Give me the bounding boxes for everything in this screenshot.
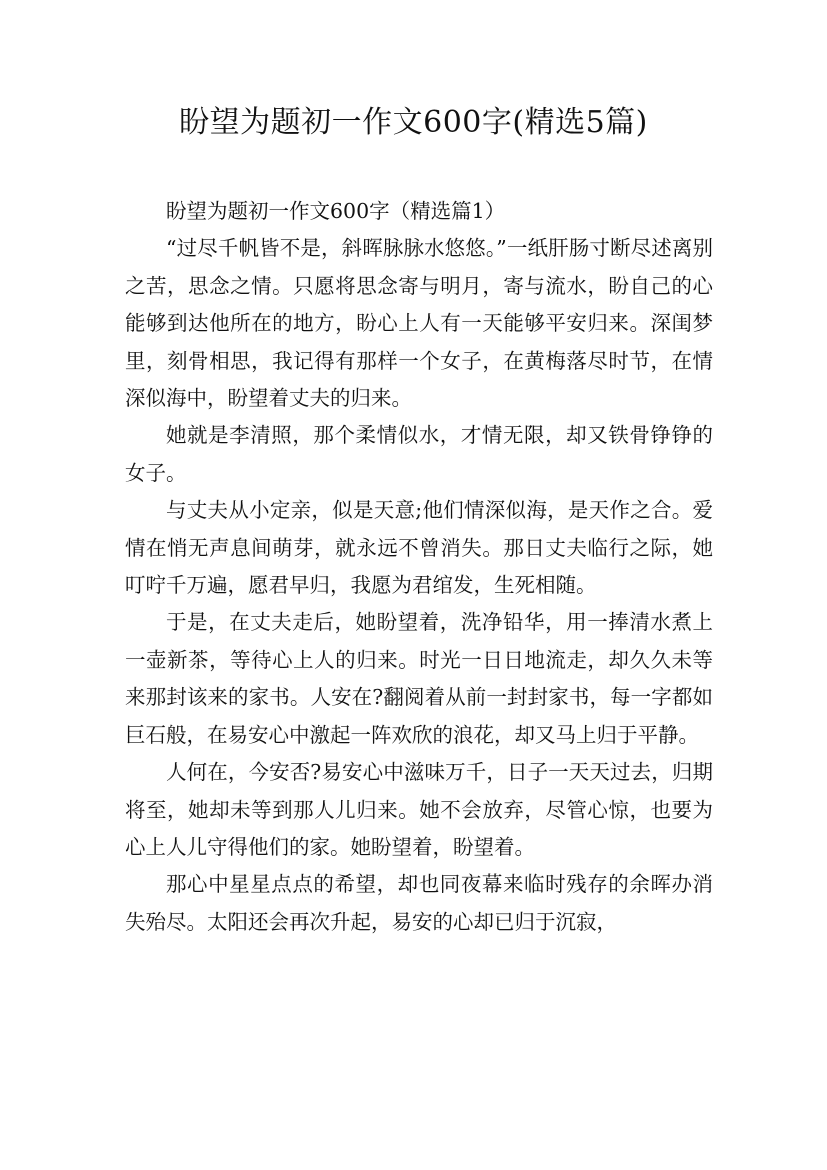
paragraph: 与丈夫从小定亲，似是天意;他们情深似海，是天作之合。爱情在悄无声息间萌芽，就永远不曾消失。那日丈夫临行之际，她叮咛千万遍，愿君早归，我愿为君绾发，生死相随。 <box>125 498 713 598</box>
paragraph: 她就是李清照，那个柔情似水，才情无限，却又铁骨铮铮的女子。 <box>125 423 713 485</box>
document-body <box>125 193 713 941</box>
paragraph: 于是，在丈夫走后，她盼望着，洗净铅华，用一捧清水煮上一壶新茶，等待心上人的归来。时光一日日地流走，却久久未等来那封该来的家书。人安在?翻阅着从前一封封家书，每一字都如巨石般，在易安心中激起一阵欢欣的浪花，却又马上归于平静。 <box>125 610 713 747</box>
paragraph: 那心中星星点点的希望，却也同夜幕来临时残存的余晖办消失殆尽。太阳还会再次升起，易安的心却已归于沉寂， <box>125 872 713 934</box>
section-heading: 盼望为题初一作文600字（精选篇1） <box>166 199 506 223</box>
paragraph: 人何在，今安否?易安心中滋味万千，日子一天天过去，归期将至，她却未等到那人儿归来。她不会放弃，尽管心惊，也要为心上人儿守得他们的家。她盼望着，盼望着。 <box>125 760 713 859</box>
document-title: 盼望为题初一作文600字(精选5篇) <box>179 105 648 140</box>
paragraph: “过尽千帆皆不是，斜晖脉脉水悠悠。”一纸肝肠寸断尽述离别之苦，思念之情。只愿将思念寄与明月，寄与流水，盼自己的心能够到达他所在的地方，盼心上人有一天能够平安归来。深闺梦里，刻骨相思，我记得有那样一个女子，在黄梅落尽时节，在情深似海中，盼望着丈夫的归来。 <box>125 236 713 411</box>
